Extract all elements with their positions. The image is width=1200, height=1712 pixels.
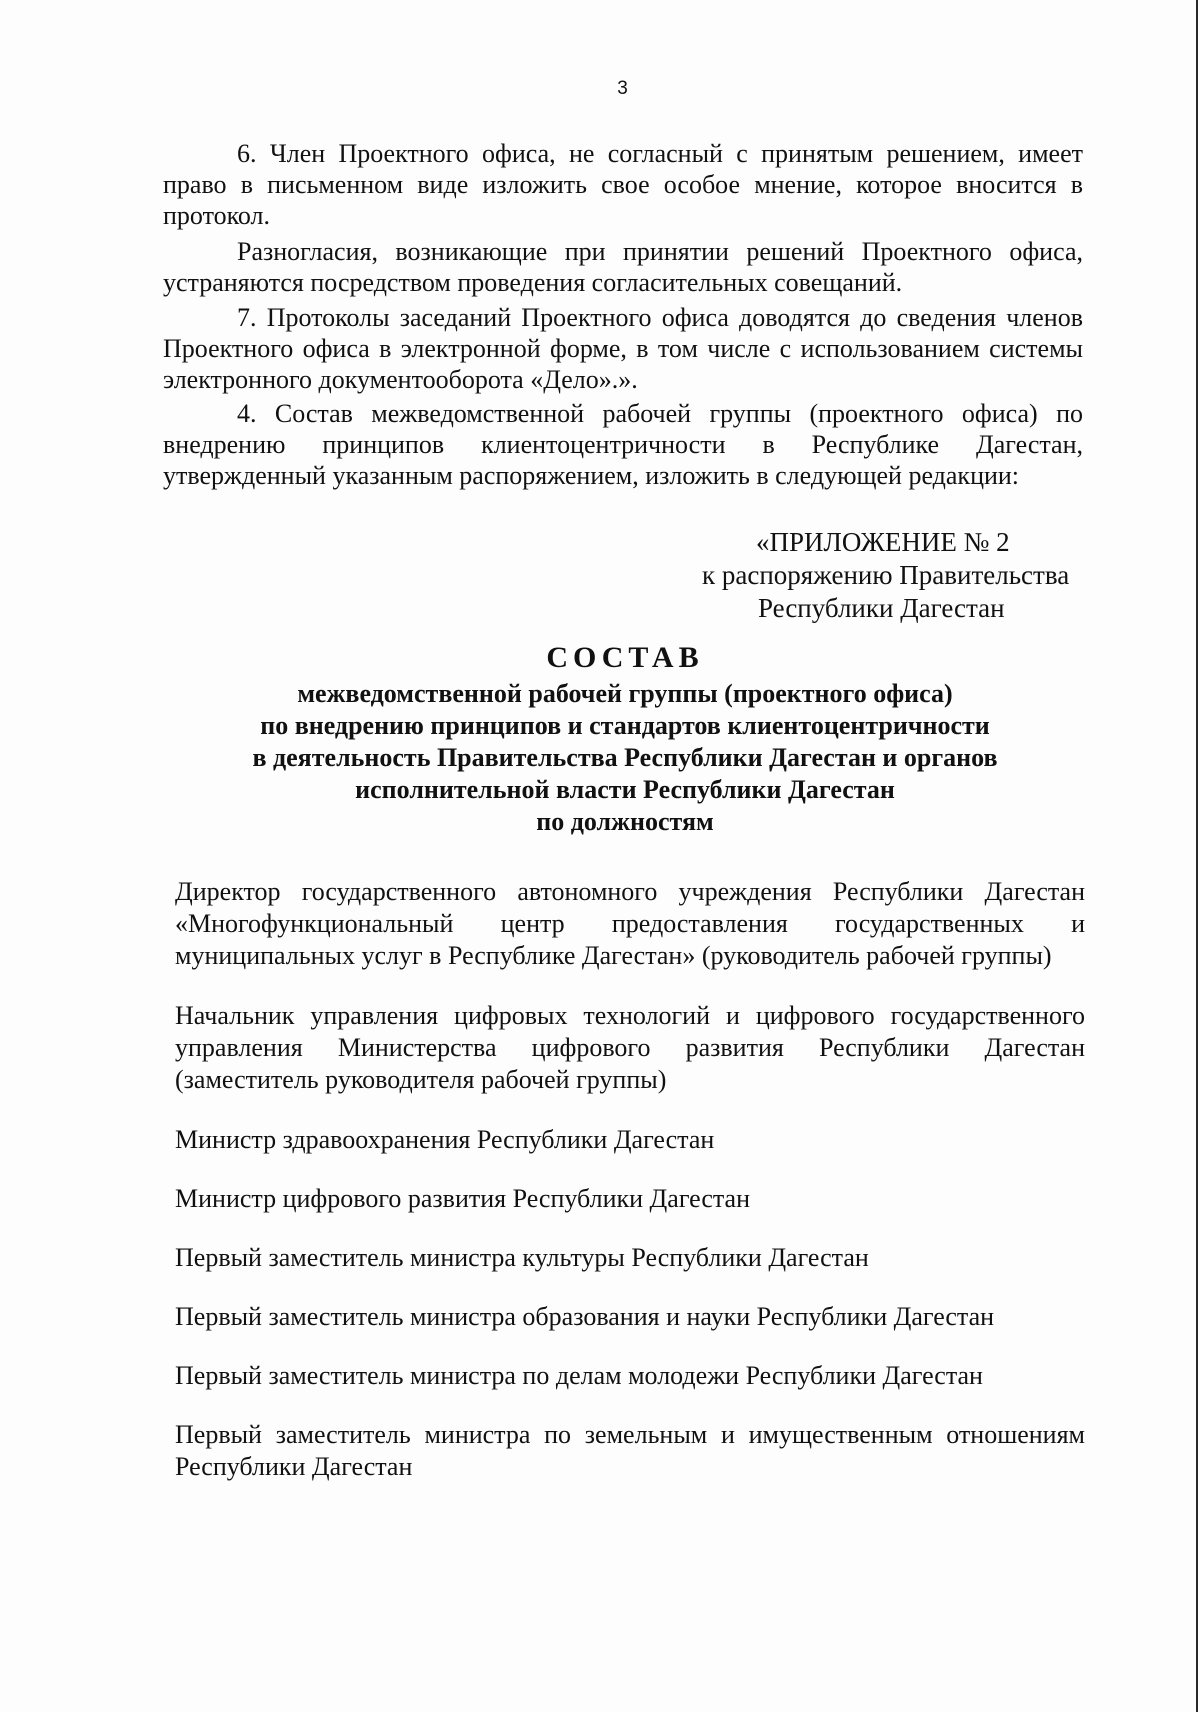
composition-title: [150, 642, 1100, 838]
member-item: Министр цифрового развития Республики Дагестан: [175, 1184, 750, 1213]
title-line-1: межведомственной рабочей группы (проектного офиса): [297, 679, 953, 708]
paragraph-4: 4. Состав межведомственной рабочей группы (проектного офиса) по внедрению принципов клиентоцентричности в Республике Дагестан, утвержденный указанным распоряжением, изложить в следующей редакции:: [163, 399, 1083, 490]
appendix-header: [640, 526, 1100, 625]
member-item: Первый заместитель министра по делам молодежи Республики Дагестан: [175, 1361, 983, 1390]
title-line-5: по должностям: [536, 807, 714, 836]
appendix-reference: к распоряжению Правительства: [702, 560, 1070, 590]
appendix-region: Республики Дагестан: [758, 593, 1005, 623]
members-list: [175, 876, 1085, 1511]
paragraph-7: 7. Протоколы заседаний Проектного офиса доводятся до сведения членов Проектного офиса в электронной форме, в том числе с использованием системы электронного документооборота «Дело».».: [163, 303, 1083, 394]
title-line-2: по внедрению принципов и стандартов клиентоцентричности: [260, 711, 990, 740]
paragraph-6: 6. Член Проектного офиса, не согласный с принятым решением, имеет право в письменном виде изложить свое особое мнение, которое вносится в протокол.: [163, 139, 1083, 230]
member-item: Начальник управления цифровых технологий и цифрового государственного управления Министерства цифрового развития Республики Дагестан (заместитель руководителя рабочей группы): [175, 1001, 1085, 1094]
title-main: СОСТАВ: [546, 641, 704, 674]
paragraph-disagreements: Разногласия, возникающие при принятии решений Проектного офиса, устраняются посредством проведения согласительных совещаний.: [163, 237, 1083, 297]
member-item: Первый заместитель министра культуры Республики Дагестан: [175, 1243, 869, 1272]
title-line-4: исполнительной власти Республики Дагестан: [355, 775, 895, 804]
title-line-3: в деятельность Правительства Республики Дагестан и органов: [252, 743, 998, 772]
member-item: Директор государственного автономного учреждения Республики Дагестан «Многофункциональный центр предоставления государственных и муниципальных услуг в Республике Дагестан» (руководитель рабочей группы): [175, 877, 1085, 970]
member-item: Министр здравоохранения Республики Дагестан: [175, 1125, 715, 1154]
page-number: 3: [617, 78, 628, 99]
member-item: Первый заместитель министра по земельным и имущественным отношениям Республики Дагестан: [175, 1420, 1085, 1481]
member-item: Первый заместитель министра образования и науки Республики Дагестан: [175, 1302, 995, 1331]
appendix-title: «ПРИЛОЖЕНИЕ № 2: [756, 527, 1010, 557]
page-edge: [1196, 0, 1198, 1712]
